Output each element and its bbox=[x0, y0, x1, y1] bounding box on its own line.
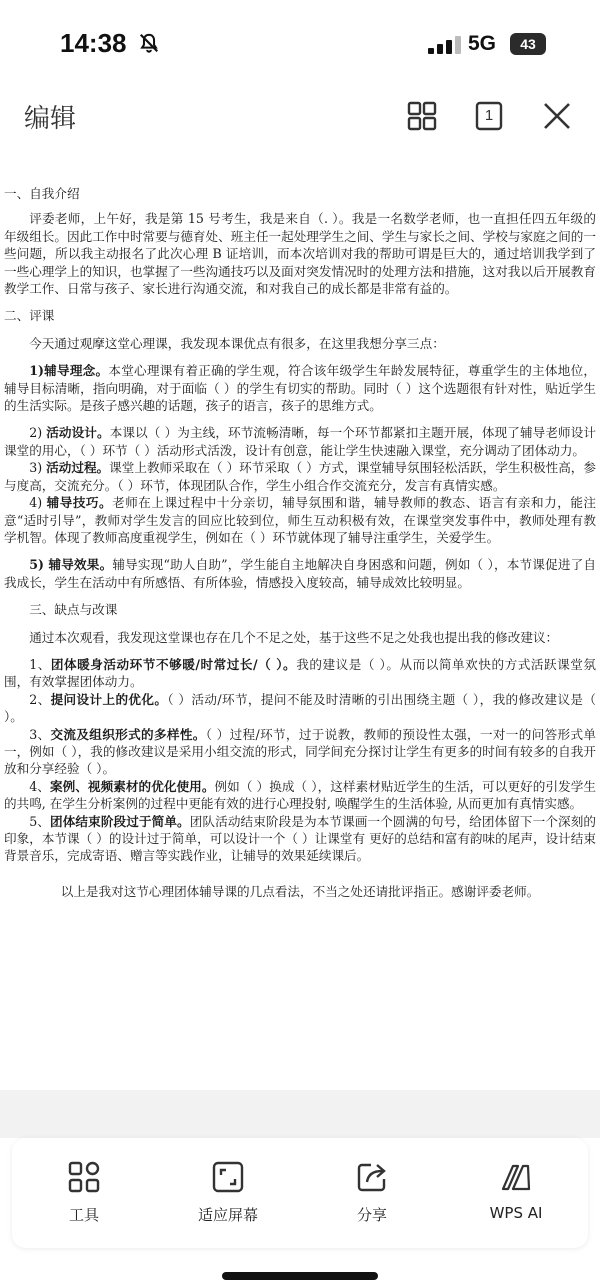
paragraph bbox=[4, 362, 596, 414]
closing-paragraph: 以上是我对这节心理团体辅导课的几点看法，不当之处还请批评指正。感谢评委老师。 bbox=[60, 883, 540, 899]
section-heading: 二、评课 bbox=[4, 308, 55, 324]
wps-ai-icon bbox=[499, 1160, 533, 1194]
page-count-badge: 1 bbox=[484, 107, 494, 124]
wps-ai-label: WPS AI bbox=[489, 1204, 543, 1222]
point-text: 课堂上教师采取在（ ）环节采取（ ）方式，课堂辅导氛围轻松活跃，学生积极性高，参与度高，交流充分。（ ）环节，体现团队合作，学生小组合作交流充分，发言有真情实感。 bbox=[4, 460, 596, 493]
point-text: 辅导实现“助人自助”，学生能自主地解决自身困惑和问题，例如（ ），本节课促进了自我成长，学生在活动中有所感悟、有所体验，情感投入度较高，辅导成效比较明显。 bbox=[4, 557, 596, 590]
share-icon bbox=[355, 1160, 389, 1194]
point-text: 本课以（ ）为主线，环节流畅清晰，每一个环节都紧扣主题开展，体现了辅导老师设计课堂的用心，（ ）环节（ ）活动形式活泼，设计有创意，能让学生快速融入课堂，充分调动了团体动力。 bbox=[4, 425, 596, 458]
status-time: 14:38 bbox=[60, 28, 127, 58]
point-number: 5、 bbox=[29, 813, 51, 829]
point-title: 团体暖身活动环节不够暖/时常过长/（ ）。 bbox=[50, 656, 297, 672]
point-number: 2) bbox=[29, 425, 43, 441]
point-text: 团队活动结束阶段是为本节课画一个圆满的句号，给团体留下一个深刻的印象，本节课（ ）的设计过于简单，可以设计一个（ ）让课堂有 更好的总结和富有韵味的尾声，设计结束背景音乐，完成寄语、赠言等实践作业，让辅导的效果延续课后。 bbox=[4, 813, 597, 864]
grid-icon bbox=[406, 100, 438, 132]
point-text: 老师在上课过程中十分亲切，辅导氛围和谐，辅导教师的教态、语言有亲和力，能注意“适时引导”，教师对学生发言的回应比较到位，师生互动积极有效，在课堂突发事件中，教师处理有教学机智。体现了教师高度重视学生，例如在（ ）环节就体现了辅导注重学生，关爱学生。 bbox=[4, 495, 597, 545]
page-title: 编辑 bbox=[24, 104, 77, 134]
home-indicator bbox=[222, 1272, 378, 1280]
point-title: 辅导技巧。 bbox=[46, 495, 113, 511]
status-bar bbox=[0, 0, 600, 86]
bottom-toolbar bbox=[12, 1138, 588, 1248]
paragraph bbox=[4, 556, 596, 591]
wps-ai-button[interactable] bbox=[466, 1160, 566, 1222]
fit-screen-button[interactable] bbox=[178, 1160, 278, 1225]
section-heading: 一、自我介绍 bbox=[4, 186, 80, 201]
share-label: 分享 bbox=[356, 1206, 387, 1224]
page-count-button[interactable] bbox=[469, 96, 509, 136]
point-text: 我的建议是（ ）。从而以简单欢快的方式活跃课堂氛围，有效掌握团体动力。 bbox=[4, 656, 596, 690]
network-label: 5G bbox=[468, 32, 497, 55]
paragraph bbox=[4, 726, 596, 778]
share-button[interactable] bbox=[322, 1160, 422, 1225]
section-heading: 三、缺点与改课 bbox=[29, 602, 118, 618]
tools-label: 工具 bbox=[68, 1206, 99, 1224]
paragraph bbox=[4, 424, 596, 459]
paragraph: 今天通过观摩这堂心理课，我发现本课优点有很多，在这里我想分享三点： bbox=[29, 335, 445, 351]
point-number: 3、 bbox=[29, 726, 51, 742]
close-button[interactable] bbox=[537, 96, 577, 136]
fit-screen-label: 适应屏幕 bbox=[197, 1206, 258, 1224]
point-title: 1)辅导理念。 bbox=[29, 363, 109, 379]
point-number: 1、 bbox=[29, 656, 51, 672]
fit-screen-icon bbox=[211, 1160, 245, 1194]
paragraph bbox=[4, 778, 596, 813]
point-title: 活动过程。 bbox=[46, 460, 110, 476]
page-divider bbox=[0, 1090, 600, 1138]
point-title: 交流及组织形式的多样性。 bbox=[50, 726, 206, 742]
paragraph: 通过本次观看，我发现这堂课也存在几个不足之处，基于这些不足之处我也提出我的修改建议： bbox=[29, 629, 559, 645]
app-header bbox=[0, 86, 600, 150]
paragraph bbox=[4, 459, 596, 494]
paragraph bbox=[4, 691, 596, 726]
tools-button[interactable] bbox=[34, 1160, 134, 1225]
point-title: 活动设计。 bbox=[46, 425, 110, 441]
point-text: （ ）活动/环节，提问不能及时清晰的引出围绕主题（ ），我的修改建议是（ ）。 bbox=[4, 691, 597, 725]
signal-icon bbox=[428, 36, 462, 54]
point-number: 4) bbox=[29, 495, 43, 511]
point-number: 2、 bbox=[29, 691, 51, 707]
paragraph: 评委老师，上午好，我是第 15 号考生，我是来自（. ）。我是一名数学老师，也一直担任四五年级的年级组长。因此工作中时常要与德育处、班主任一起处理学生之间、学生与家长之间、学校与家庭之间的一些问题，所以我主动报名了此次心理 B 证培训，而本次培训对我的帮助可谓是巨大的，通过培训我学到了一些心理学上的知识，也掌握了一些沟通技巧以及面对突发情况时的处理方法和措施，这对我以后开展教育教学工作、日常与孩子、家长进行沟通交流，和对我自己的成长都是非常有益的。 bbox=[4, 211, 596, 297]
close-icon bbox=[542, 101, 572, 131]
point-number: 4、 bbox=[29, 778, 50, 794]
bell-muted-icon bbox=[138, 32, 160, 54]
paragraph bbox=[4, 813, 596, 865]
document-page bbox=[4, 185, 596, 1075]
point-title: 案例、视频素材的优化使用。 bbox=[49, 778, 215, 794]
point-title: 5) 辅导效果。 bbox=[29, 557, 113, 573]
grid-view-button[interactable] bbox=[402, 96, 442, 136]
point-text: （ ）过程/环节，过于说教，教师的预设性太强，一对一的问答形式单一，例如（ ），我的修改建议是采用小组交流的形式，同学间充分探讨让学生有更多的时间有较多的自我开放和分享经验（ ）。 bbox=[4, 726, 597, 777]
point-number: 3) bbox=[29, 460, 43, 476]
point-title: 团体结束阶段过于简单。 bbox=[50, 813, 190, 829]
point-text: 本堂心理课有着正确的学生观，符合该年级学生年龄发展特征，尊重学生的主体地位，辅导目标清晰，指向明确，对于面临（ ）的学生有切实的帮助。同时（ ）这个选题很有针对性，贴近学生的生活实际。是孩子感兴趣的话题，孩子的语言，孩子的思维方式。 bbox=[4, 363, 596, 414]
tools-icon bbox=[67, 1160, 101, 1194]
point-text: 例如（ ）换成（ ），这样素材贴近学生的生活，可以更好的引发学生的共鸣, 在学生分析案例的过程中更能有效的进行心理投射, 唤醒学生的生活体验, 从而更加有真情实感。 bbox=[4, 778, 597, 812]
battery-icon: 43 bbox=[510, 33, 546, 55]
paragraph bbox=[4, 494, 596, 546]
point-title: 提问设计上的优化。 bbox=[50, 691, 168, 707]
paragraph bbox=[4, 656, 596, 691]
